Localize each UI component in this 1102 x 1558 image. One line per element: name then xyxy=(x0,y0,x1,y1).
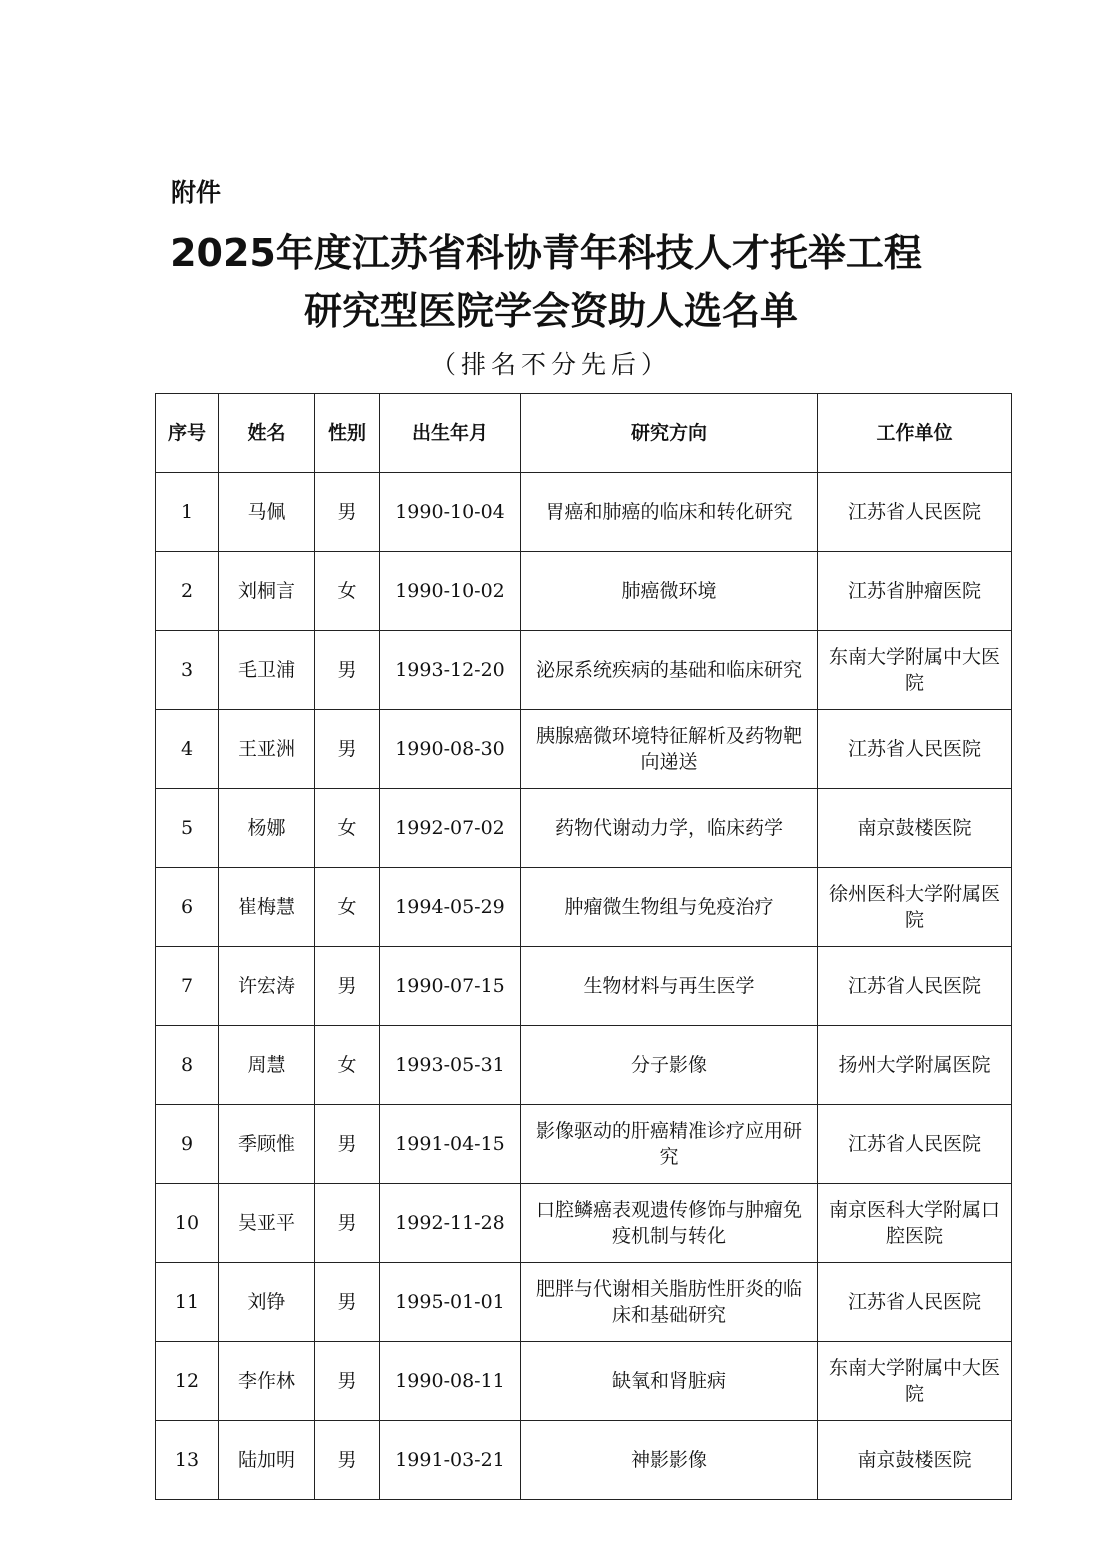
cell-name: 刘铮 xyxy=(219,1263,315,1342)
cell-gender: 女 xyxy=(315,552,380,631)
cell-index: 5 xyxy=(156,789,219,868)
table-body xyxy=(156,473,1012,1500)
cell-research-direction: 胃癌和肺癌的临床和转化研究 xyxy=(521,473,818,552)
cell-work-unit: 南京医科大学附属口腔医院 xyxy=(818,1184,1012,1263)
cell-index: 9 xyxy=(156,1105,219,1184)
column-header-name: 姓名 xyxy=(219,394,315,473)
ranking-note: （排名不分先后） xyxy=(430,350,671,379)
cell-birth-date: 1992-07-02 xyxy=(380,789,521,868)
attachment-label: 附件 xyxy=(171,178,222,207)
table-header-row xyxy=(156,394,1012,473)
cell-birth-date: 1995-01-01 xyxy=(380,1263,521,1342)
table-row xyxy=(156,947,1012,1026)
cell-research-direction: 分子影像 xyxy=(521,1026,818,1105)
cell-research-direction: 缺氧和肾脏病 xyxy=(521,1342,818,1421)
cell-index: 12 xyxy=(156,1342,219,1421)
table-row xyxy=(156,710,1012,789)
cell-research-direction: 影像驱动的肝癌精准诊疗应用研究 xyxy=(521,1105,818,1184)
cell-gender: 男 xyxy=(315,1263,380,1342)
column-header-research-direction: 研究方向 xyxy=(521,394,818,473)
cell-work-unit: 江苏省肿瘤医院 xyxy=(818,552,1012,631)
cell-name: 刘桐言 xyxy=(219,552,315,631)
cell-birth-date: 1991-04-15 xyxy=(380,1105,521,1184)
cell-name: 崔梅慧 xyxy=(219,868,315,947)
cell-gender: 女 xyxy=(315,789,380,868)
table-row xyxy=(156,1026,1012,1105)
cell-index: 8 xyxy=(156,1026,219,1105)
cell-birth-date: 1990-10-02 xyxy=(380,552,521,631)
cell-birth-date: 1991-03-21 xyxy=(380,1421,521,1500)
cell-name: 陆加明 xyxy=(219,1421,315,1500)
cell-index: 6 xyxy=(156,868,219,947)
cell-name: 毛卫浦 xyxy=(219,631,315,710)
table-row xyxy=(156,552,1012,631)
cell-name: 马佩 xyxy=(219,473,315,552)
cell-birth-date: 1994-05-29 xyxy=(380,868,521,947)
cell-birth-date: 1990-08-30 xyxy=(380,710,521,789)
cell-birth-date: 1992-11-28 xyxy=(380,1184,521,1263)
table-row xyxy=(156,1263,1012,1342)
page-title-line-1: 2025年度江苏省科协青年科技人才托举工程 xyxy=(170,231,922,275)
cell-research-direction: 肿瘤微生物组与免疫治疗 xyxy=(521,868,818,947)
cell-index: 1 xyxy=(156,473,219,552)
cell-work-unit: 江苏省人民医院 xyxy=(818,1105,1012,1184)
cell-research-direction: 肥胖与代谢相关脂肪性肝炎的临床和基础研究 xyxy=(521,1263,818,1342)
cell-research-direction: 胰腺癌微环境特征解析及药物靶向递送 xyxy=(521,710,818,789)
cell-research-direction: 泌尿系统疾病的基础和临床研究 xyxy=(521,631,818,710)
cell-gender: 男 xyxy=(315,947,380,1026)
cell-birth-date: 1993-12-20 xyxy=(380,631,521,710)
cell-name: 吴亚平 xyxy=(219,1184,315,1263)
cell-work-unit: 东南大学附属中大医院 xyxy=(818,1342,1012,1421)
cell-gender: 男 xyxy=(315,1184,380,1263)
cell-gender: 女 xyxy=(315,868,380,947)
cell-work-unit: 江苏省人民医院 xyxy=(818,710,1012,789)
cell-work-unit: 南京鼓楼医院 xyxy=(818,789,1012,868)
cell-index: 3 xyxy=(156,631,219,710)
cell-work-unit: 扬州大学附属医院 xyxy=(818,1026,1012,1105)
cell-work-unit: 江苏省人民医院 xyxy=(818,1263,1012,1342)
cell-gender: 男 xyxy=(315,1105,380,1184)
candidate-table xyxy=(155,393,1012,1500)
column-header-work-unit: 工作单位 xyxy=(818,394,1012,473)
table-row xyxy=(156,1105,1012,1184)
cell-name: 杨娜 xyxy=(219,789,315,868)
cell-birth-date: 1990-07-15 xyxy=(380,947,521,1026)
cell-index: 2 xyxy=(156,552,219,631)
cell-index: 7 xyxy=(156,947,219,1026)
table-row xyxy=(156,789,1012,868)
column-header-gender: 性别 xyxy=(315,394,380,473)
cell-name: 周慧 xyxy=(219,1026,315,1105)
cell-index: 13 xyxy=(156,1421,219,1500)
column-header-birth-date: 出生年月 xyxy=(380,394,521,473)
cell-gender: 男 xyxy=(315,710,380,789)
cell-research-direction: 药物代谢动力学，临床药学 xyxy=(521,789,818,868)
cell-research-direction: 生物材料与再生医学 xyxy=(521,947,818,1026)
cell-name: 许宏涛 xyxy=(219,947,315,1026)
cell-birth-date: 1993-05-31 xyxy=(380,1026,521,1105)
cell-name: 季顾惟 xyxy=(219,1105,315,1184)
column-header-index: 序号 xyxy=(156,394,219,473)
cell-work-unit: 东南大学附属中大医院 xyxy=(818,631,1012,710)
table-row xyxy=(156,868,1012,947)
table-row xyxy=(156,1342,1012,1421)
cell-name: 李作林 xyxy=(219,1342,315,1421)
table-row xyxy=(156,1421,1012,1500)
cell-index: 11 xyxy=(156,1263,219,1342)
cell-work-unit: 徐州医科大学附属医院 xyxy=(818,868,1012,947)
cell-research-direction: 肺癌微环境 xyxy=(521,552,818,631)
cell-index: 4 xyxy=(156,710,219,789)
cell-index: 10 xyxy=(156,1184,219,1263)
cell-gender: 男 xyxy=(315,1342,380,1421)
page-title-line-2: 研究型医院学会资助人选名单 xyxy=(303,289,798,333)
table-row xyxy=(156,1184,1012,1263)
cell-gender: 男 xyxy=(315,631,380,710)
cell-birth-date: 1990-10-04 xyxy=(380,473,521,552)
cell-gender: 男 xyxy=(315,1421,380,1500)
cell-gender: 女 xyxy=(315,1026,380,1105)
table-row xyxy=(156,631,1012,710)
table-row xyxy=(156,473,1012,552)
cell-work-unit: 南京鼓楼医院 xyxy=(818,1421,1012,1500)
cell-research-direction: 神影影像 xyxy=(521,1421,818,1500)
cell-gender: 男 xyxy=(315,473,380,552)
cell-work-unit: 江苏省人民医院 xyxy=(818,947,1012,1026)
cell-name: 王亚洲 xyxy=(219,710,315,789)
cell-birth-date: 1990-08-11 xyxy=(380,1342,521,1421)
cell-research-direction: 口腔鳞癌表观遗传修饰与肿瘤免疫机制与转化 xyxy=(521,1184,818,1263)
cell-work-unit: 江苏省人民医院 xyxy=(818,473,1012,552)
